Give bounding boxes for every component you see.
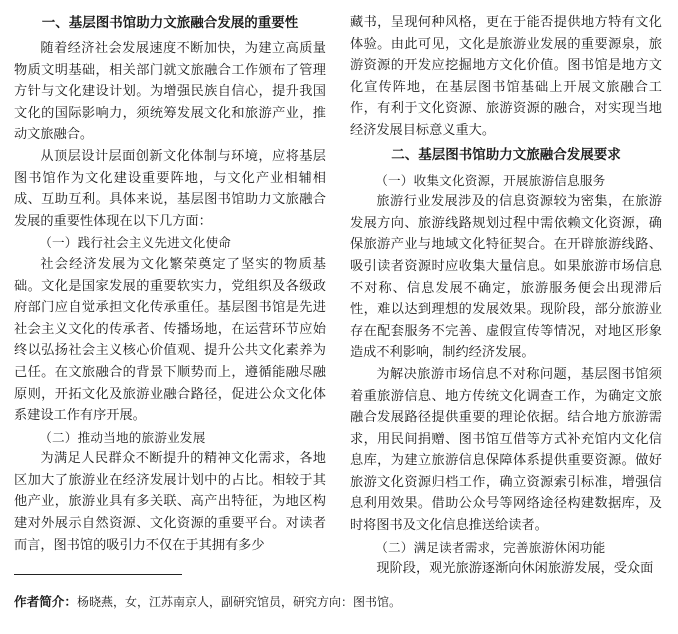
- paragraph: 为满足人民群众不断提升的精神文化需求，各地区加大了旅游业在经济发展计划中的占比。相较于其他产业，旅游业具有多关联、高产出特征，为地区构建对外展示自然资源、文化资源的重要平台。对读者而言，图书馆的吸引力不仅在于其拥有多少: [14, 451, 326, 553]
- subsection-heading: （二）推动当地的旅游业发展: [39, 429, 206, 445]
- paragraph-continued: 藏书，呈现何种风格，更在于能否提供地方特有文化体验。由此可见，文化是旅游业发展的重要源泉，旅游资源的开发应挖掘地方文化价值。图书馆是地方文化宣传阵地，在基层图书馆基础上开展文旅融合工作，有利于文化资源、旅游资源的融合，对实现当地经济发展目标意义重大。: [350, 15, 662, 138]
- section-heading-2: 二、基层图书馆助力文旅融合发展要求: [391, 146, 621, 163]
- section-heading-1: 一、基层图书馆助力文旅融合发展的重要性: [41, 15, 299, 31]
- subsection-heading: （一）践行社会主义先进文化使命: [39, 235, 232, 251]
- paragraph: 随着经济社会发展速度不断加快，为建立高质量物质文明基础，相关部门就文旅融合工作颁布了管理方针与文化建设计划。为增强民族自信心，提升我国文化的国际影响力，须统筹发展文化和旅游产业，推动文旅融合。: [14, 41, 326, 143]
- subsection-heading: （一）收集文化资源，开展旅游信息服务: [375, 172, 606, 188]
- footnote-label: 作者简介：: [14, 594, 77, 609]
- paragraph: 旅游行业发展涉及的信息资源较为密集，在旅游发展方向、旅游线路规划过程中需依赖文化资源，确保旅游产业与地域文化特征契合。在开辟旅游线路、吸引读者资源时应收集大量信息。如果旅游市场信息不对称、信息发展不确定，旅游服务便会出现滞后性，难以达到理想的发展效果。现阶段，部分旅游业存在配套服务不完善、虚假宣传等情况，对地区形象造成不利影响，制约经济发展。: [350, 194, 662, 361]
- paragraph: 为解决旅游市场信息不对称问题，基层图书馆须着重旅游信息、地方传统文化调查工作，为确定文旅融合发展路径提供重要的理论依据。结合地方旅游需求，用民间捐赠、图书馆互借等方式补充馆内文化信息库，为建立旅游信息保障体系提供重要资源。做好旅游文化资源归档工作，确立资源索引标准，增强信息利用效果。借助公众号等网络途径构建数据库，及时将图书及文化信息推送给读者。: [350, 366, 662, 534]
- footnote-divider: [14, 574, 182, 575]
- subsection-heading: （二）满足读者需求，完善旅游休闲功能: [375, 539, 606, 555]
- paragraph: 从顶层设计层面创新文化体制与环境，应将基层图书馆作为文化建设重要阵地，与文化产业相辅相成、互助互利。具体来说，基层图书馆助力文旅融合发展的重要性体现在以下几方面：: [14, 148, 326, 229]
- paragraph: 现阶段，观光旅游逐渐向休闲旅游发展，受众面: [376, 561, 654, 577]
- paragraph: 社会经济发展为文化繁荣奠定了坚实的物质基础。文化是国家发展的重要软实力，党组织及各级政府部门应自觉承担文化传承重任。基层图书馆是先进社会主义文化的传承者、传播场地，在运营环节应始终以弘扬社会主义核心价值观、提升公共文化素养为己任。在文旅融合的背景下顺势而上，遵循能融尽融原则，开拓文化及旅游业融合路径，促进公众文化体系建设工作有序开展。: [14, 256, 326, 424]
- footnote-text: 杨晓燕，女，江苏南京人，副研究馆员，研究方向：图书馆。: [76, 595, 401, 609]
- right-column: [350, 12, 662, 580]
- left-column: [14, 12, 326, 556]
- author-footnote: [14, 593, 664, 611]
